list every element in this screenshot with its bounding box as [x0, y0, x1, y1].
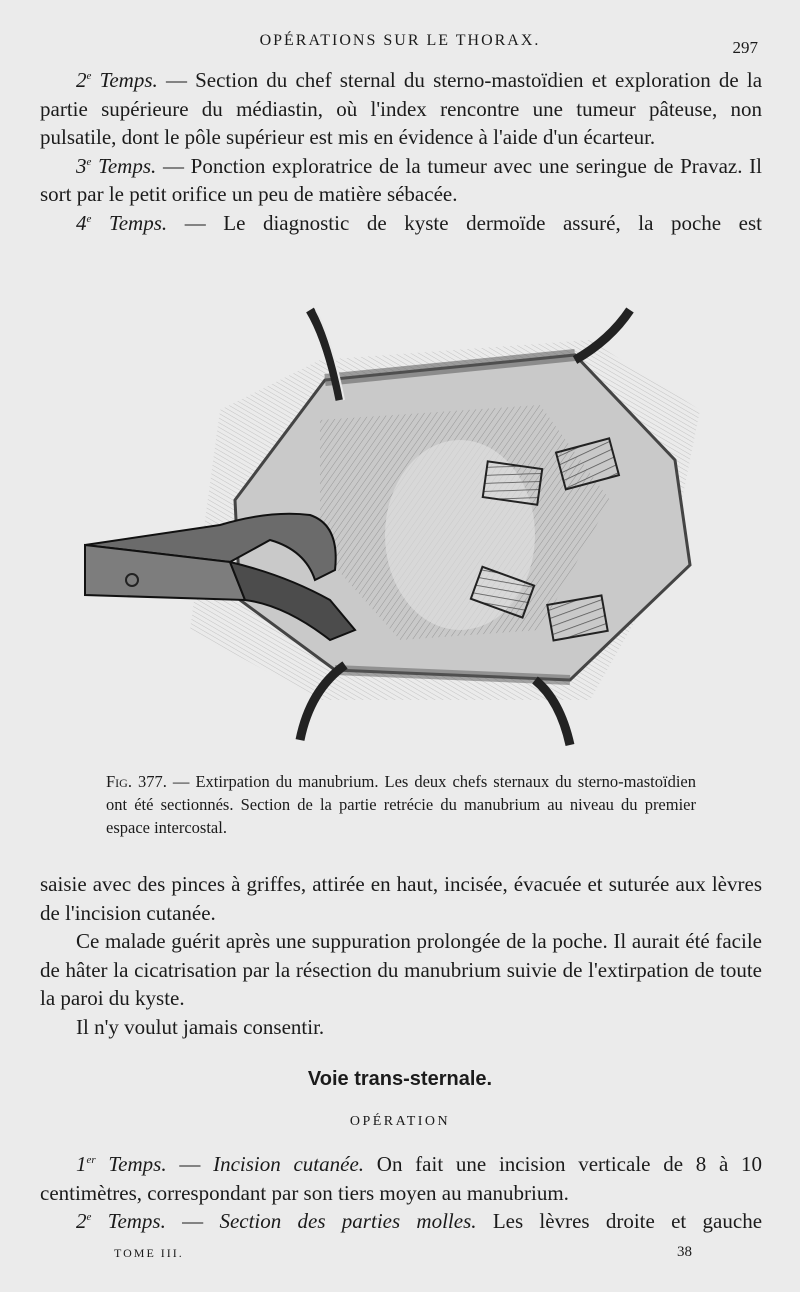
paragraph-step-1: 1er Temps. — Incision cutanée. On fait une incision verticale de 8 à 10 centimètres, correspondant par son tiers moyen au manubrium. — [40, 1152, 763, 1205]
figure-caption — [106, 770, 696, 839]
paragraph: Ce malade guérit après une suppuration prolongée de la poche. Il aurait été facile de hâter la cicatrisation par la résection du manubrium suivie de l'extirpation de toute la paroi du kyste. — [40, 929, 762, 1010]
paragraph: Il n'y voulut jamais consentir. — [76, 1014, 325, 1039]
page-number: 297 — [732, 38, 758, 57]
step-title: Section des parties molles. — [219, 1209, 477, 1233]
volume-label: TOME III. — [114, 1246, 184, 1260]
section-heading: Voie trans-sternale. — [307, 1068, 493, 1090]
text-block-bottom — [40, 870, 762, 1041]
paragraph-text: Les lèvres droite et gauche — [492, 1209, 763, 1233]
step-label: 4e Temps. — [76, 210, 168, 235]
page-footer — [0, 1244, 800, 1266]
paragraph-text: — Section du chef sternal du sterno-mastoïdien et exploration de la partie supérieure du médiastin, où l'index rencontre une tumeur pâteuse, non pulsatile, dont le pôle supérieur est mis en évidence à l'aide d'un écarteur. — [40, 68, 763, 149]
paragraph-continuation: saisie avec des pinces à griffes, attirée en haut, incisée, évacuée et suturée aux lèvres de l'incision cutanée. — [40, 872, 762, 925]
paragraph-text: — Ponction exploratrice de la tumeur avec une seringue de Pravaz. Il sort par le petit orifice un peu de matière sébacée. — [40, 153, 763, 206]
text-block-final — [40, 1150, 762, 1236]
step-title: Incision cutanée. — [213, 1152, 365, 1176]
figure-label: Fig. 377. — [106, 772, 167, 791]
figure-caption-text: — Extirpation du manubrium. Les deux chefs sternaux du sterno-mastoïdien ont été sectionnés. Section de la partie retrécie du manubrium au niveau du premier espace intercostal. — [106, 772, 697, 837]
muscle-stump — [483, 461, 542, 504]
section-subheading: OPÉRATION — [349, 1114, 451, 1129]
step-label: 2e Temps. — [76, 1209, 166, 1233]
step-label: 3e Temps. — [76, 153, 157, 178]
step-label: 1er Temps. — [76, 1152, 167, 1176]
paragraph-step-2-final: 2e Temps. — Section des parties molles. Les lèvres droite et gauche — [76, 1209, 763, 1233]
text-block-top — [40, 66, 762, 237]
step-label: 2e Temps. — [76, 68, 158, 92]
paragraph-step-4 — [40, 209, 762, 238]
running-head — [0, 28, 800, 58]
running-title: OPÉRATIONS SUR LE THORAX. — [259, 32, 541, 49]
paragraph-text: — Le diagnostic de kyste dermoïde assuré, la poche est — [184, 210, 762, 235]
paragraph-step-2 — [40, 66, 762, 152]
paragraph-text: On fait une incision verticale de 8 à 10 centimètres, correspondant par son tiers moyen au manubrium. — [40, 1152, 763, 1205]
surgical-illustration — [70, 300, 710, 755]
paragraph-step-3 — [40, 152, 762, 209]
signature-mark: 38 — [677, 1244, 692, 1260]
